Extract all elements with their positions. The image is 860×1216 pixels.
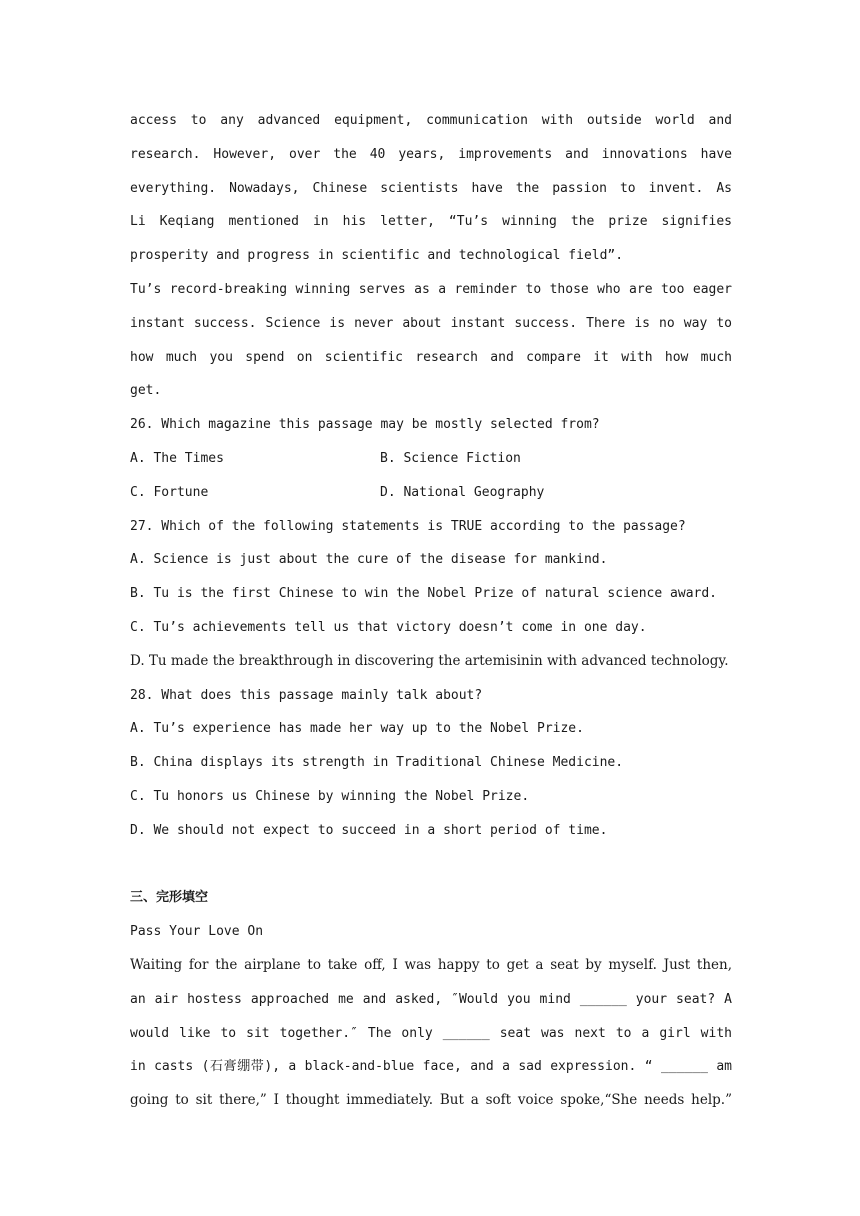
option-b: B. Tu is the first Chinese to win the Nobel Prize of natural science award. bbox=[130, 586, 717, 602]
passage-continued bbox=[130, 104, 732, 273]
passage-line: Tu’s record-breaking winning serves as a reminder to those who are too eager bbox=[130, 281, 732, 297]
option-d: D. Tu made the breakthrough in discovering the artemisinin with advanced technology. bbox=[130, 652, 729, 669]
question-28 bbox=[130, 679, 732, 848]
question-stem: 28. What does this passage mainly talk about? bbox=[130, 687, 483, 703]
passage-line: Li Keqiang mentioned in his letter, “Tu’s winning the prize signifies bbox=[130, 214, 732, 230]
cloze-line: going to sit there,” I thought immediately. But a soft voice spoke,“She needs help.” bbox=[130, 1092, 732, 1109]
passage-line: access to any advanced equipment, communication with outside world and bbox=[130, 113, 732, 128]
option-a: A. Science is just about the cure of the disease for mankind. bbox=[130, 552, 608, 568]
cloze-line: in casts (石膏绷带), a black-and-blue face, and a sad expression. “ ______ am bbox=[130, 1059, 732, 1075]
option-a: A. The Times bbox=[130, 450, 224, 466]
option-a: A. Tu’s experience has made her way up to the Nobel Prize. bbox=[130, 721, 584, 737]
passage-line: prosperity and progress in scientific and technological field”. bbox=[130, 248, 624, 264]
passage-line: get. bbox=[130, 383, 162, 399]
question-26 bbox=[130, 408, 732, 509]
option-c: C. Fortune bbox=[130, 484, 209, 500]
section-heading: 三、完形填空 bbox=[130, 890, 209, 906]
passage-line: how much you spend on scientific research and compare it with how much bbox=[130, 349, 732, 365]
document-content bbox=[130, 104, 732, 1118]
cloze-title: Pass Your Love On bbox=[130, 924, 264, 940]
option-row bbox=[130, 442, 732, 476]
question-stem: 27. Which of the following statements is TRUE according to the passage? bbox=[130, 518, 686, 534]
passage-line: research. However, over the 40 years, improvements and innovations have bbox=[130, 146, 732, 162]
passage-line: instant success. Science is never about instant success. There is no way to bbox=[130, 315, 732, 331]
option-d: D. We should not expect to succeed in a short period of time. bbox=[130, 822, 608, 838]
option-c: C. Tu honors us Chinese by winning the Nobel Prize. bbox=[130, 788, 530, 804]
section-spacer bbox=[130, 848, 732, 882]
section-cloze bbox=[130, 881, 732, 1118]
cloze-line: an air hostess approached me and asked, ″Would you mind ______ your seat? A bbox=[130, 991, 732, 1007]
option-row bbox=[130, 476, 732, 510]
cloze-line: Waiting for the airplane to take off, I was happy to get a seat by myself. Just then, bbox=[130, 956, 732, 973]
question-27 bbox=[130, 510, 732, 679]
option-b: B. China displays its strength in Traditional Chinese Medicine. bbox=[130, 755, 624, 771]
option-c: C. Tu’s achievements tell us that victory doesn’t come in one day. bbox=[130, 619, 647, 635]
cloze-line: would like to sit together.″ The only ______ seat was next to a girl with bbox=[130, 1025, 732, 1041]
option-d: D. National Geography bbox=[380, 484, 545, 500]
passage-line: everything. Nowadays, Chinese scientists have the passion to invent. As bbox=[130, 180, 732, 196]
question-stem: 26. Which magazine this passage may be mostly selected from? bbox=[130, 417, 600, 433]
option-b: B. Science Fiction bbox=[380, 450, 521, 466]
passage-final-paragraph bbox=[130, 273, 732, 408]
